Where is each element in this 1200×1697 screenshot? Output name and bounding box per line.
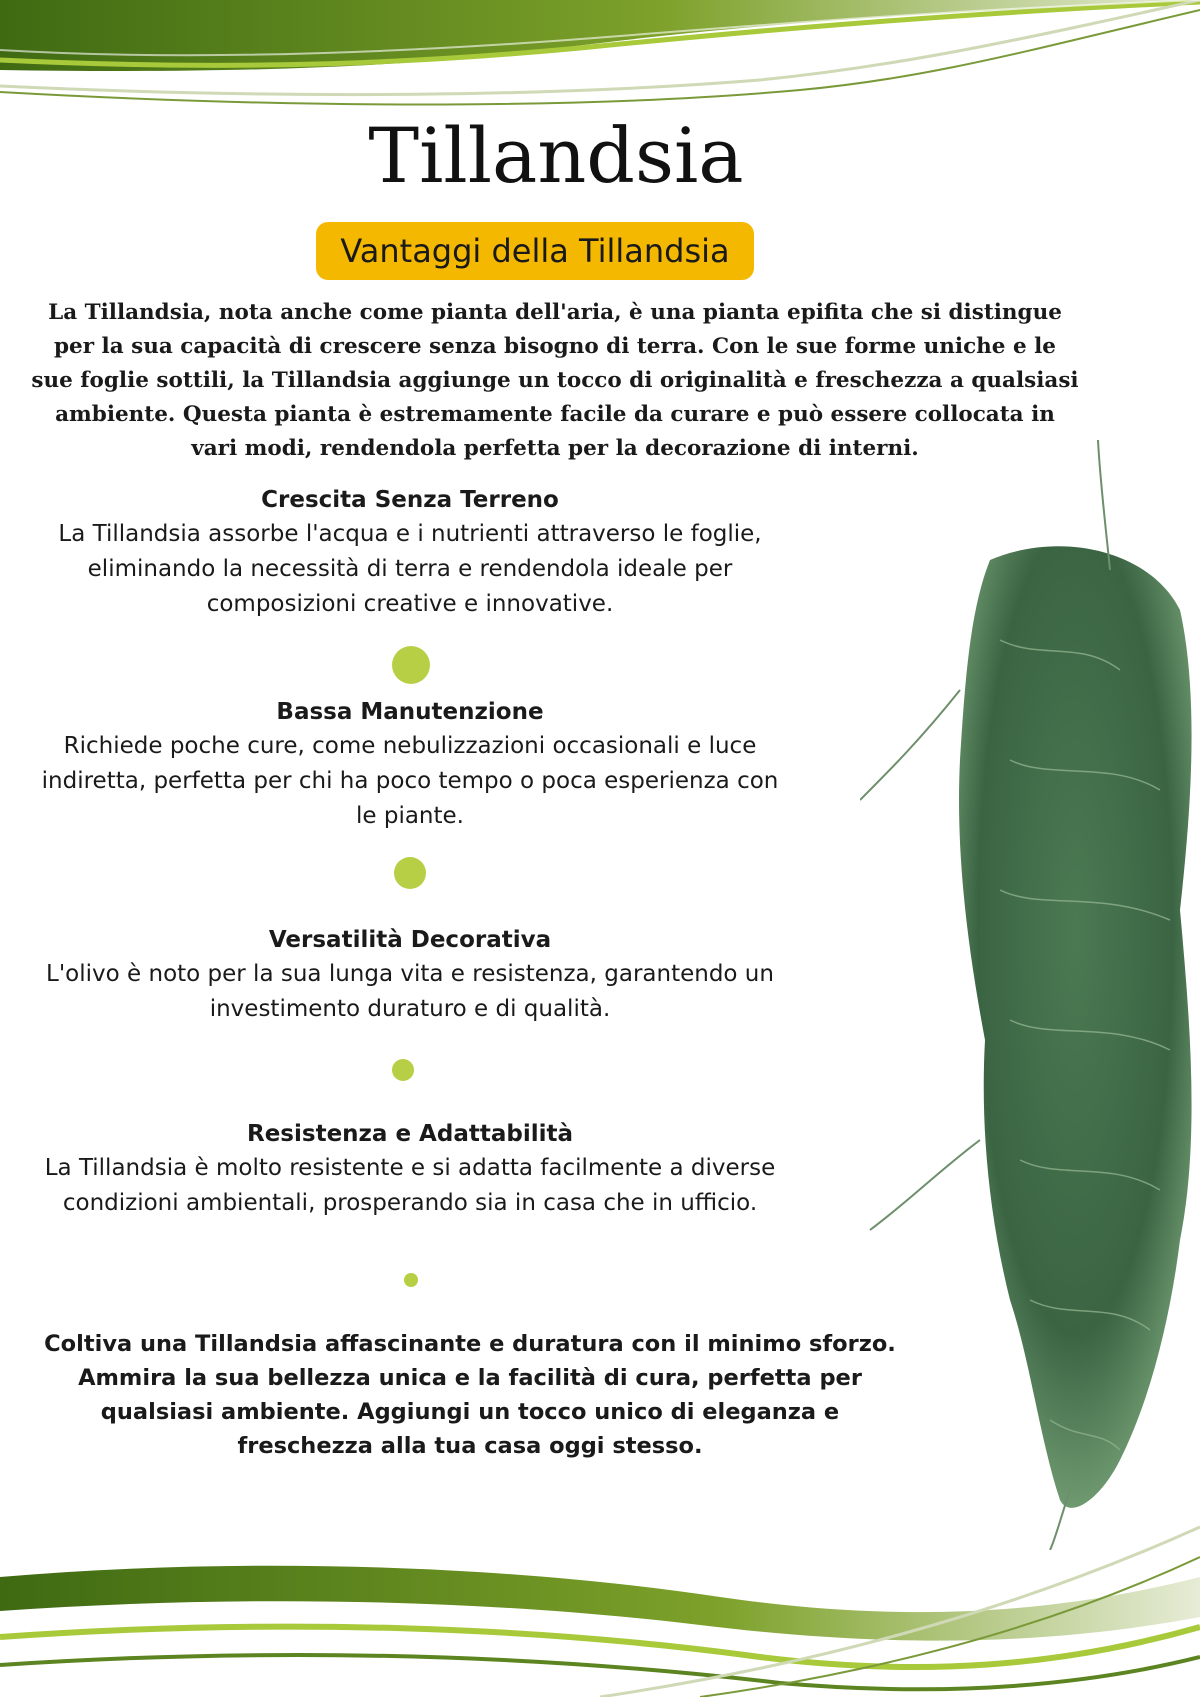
tillandsia-plant-image <box>860 440 1200 1550</box>
feature-title: Crescita Senza Terreno <box>261 487 559 513</box>
feature-text: L'olivo è noto per la sua lunga vita e resistenza, garantendo un investimento duraturo e di qualità. <box>46 961 774 1022</box>
feature-text: La Tillandsia è molto resistente e si adatta facilmente a diverse condizioni ambientali, prosperando sia in casa che in ufficio. <box>44 1155 776 1216</box>
feature-low-maintenance <box>40 695 780 834</box>
bottom-swoosh-decoration <box>0 1497 1200 1697</box>
bullet-dot <box>392 1059 414 1081</box>
feature-resistance-adaptability <box>40 1117 780 1221</box>
feature-title: Bassa Manutenzione <box>276 699 544 725</box>
page-title: Tillandsia <box>368 111 744 200</box>
intro-paragraph: La Tillandsia, nota anche come pianta dell'aria, è una pianta epifita che si distingue per la sua capacità di crescere senza bisogno di terra. Con le sue forme uniche e le sue foglie sottili, la Tillandsia aggiunge un tocco di originalità e freschezza a qualsiasi ambiente. Questa pianta è estremamente facile da curare e può essere collocata in vari modi, rendendola perfetta per la decorazione di interni. <box>31 300 1079 461</box>
bullet-dot <box>392 646 430 684</box>
benefits-badge: Vantaggi della Tillandsia <box>316 222 754 280</box>
feature-decorative-versatility <box>40 923 780 1027</box>
feature-title: Versatilità Decorativa <box>268 927 552 953</box>
feature-text: La Tillandsia assorbe l'acqua e i nutrienti attraverso le foglie, eliminando la necessità di terra e rendendola ideale per composizioni creative e innovative. <box>58 521 762 617</box>
bullet-dot <box>394 857 426 889</box>
closing-paragraph: Coltiva una Tillandsia affascinante e duratura con il minimo sforzo. Ammira la sua bellezza unica e la facilità di cura, perfetta per qualsiasi ambiente. Aggiungi un tocco unico di eleganza e freschezza alla tua casa oggi stesso. <box>44 1331 896 1459</box>
bullet-dot <box>404 1273 418 1287</box>
feature-title: Resistenza e Adattabilità <box>247 1121 573 1147</box>
feature-soilless-growth <box>40 483 780 622</box>
feature-text: Richiede poche cure, come nebulizzazioni occasionali e luce indiretta, perfetta per chi ha poco tempo o poca esperienza con le piante. <box>41 733 779 829</box>
